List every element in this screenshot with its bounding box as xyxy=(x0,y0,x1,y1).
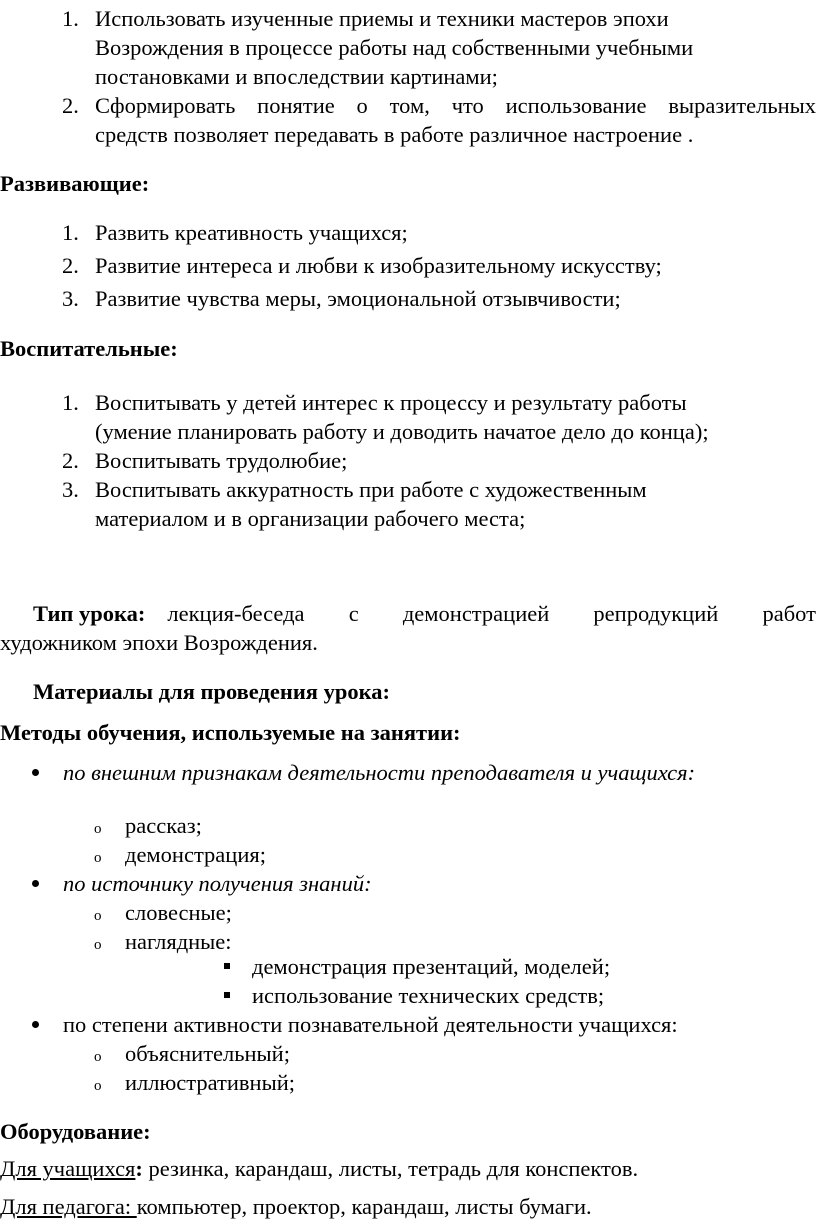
list-number: 2. xyxy=(62,93,79,118)
list-item-text: Использовать изученные приемы и техники мастеров эпохи xyxy=(95,6,669,31)
list-number: 1. xyxy=(62,6,79,31)
bullet-circle: o xyxy=(94,1078,102,1094)
lesson-type-word: репродукций xyxy=(593,601,719,626)
list-number: 2. xyxy=(62,448,79,473)
list-item-text: материалом и в организации рабочего места; xyxy=(95,506,526,531)
list-item-text: Развить креативность учащихся; xyxy=(95,220,408,245)
method-item: рассказ; xyxy=(125,813,202,838)
list-item-text: средств позволяет передавать в работе различное настроение . xyxy=(95,122,694,147)
equipment-teacher xyxy=(0,1192,592,1221)
materials-heading: Материалы для проведения урока: xyxy=(33,679,390,704)
bullet-circle: o xyxy=(94,821,102,837)
method-item: объяснительный; xyxy=(125,1041,290,1066)
teacher-equipment: компьютер, проектор, карандаш, листы бумаги. xyxy=(136,1194,592,1219)
lesson-type-word: работ xyxy=(762,601,816,626)
students-label: Для учащихся xyxy=(0,1156,136,1181)
bullet-dot xyxy=(32,1021,39,1028)
section-heading-developing: Развивающие: xyxy=(0,171,150,196)
method-subitem: демонстрация презентаций, моделей; xyxy=(252,954,611,979)
list-item-text: Сформировать понятие о том, что использование выразительных xyxy=(95,93,816,118)
bullet-circle: o xyxy=(94,908,102,924)
list-number: 3. xyxy=(62,477,79,502)
method-category-2: по источнику получения знаний: xyxy=(63,871,372,896)
list-item-text: Воспитывать у детей интерес к процессу и результату работы xyxy=(95,390,687,415)
lesson-type-continuation: художником эпохи Возрождения. xyxy=(0,630,318,655)
list-item-text: (умение планировать работу и доводить начатое дело до конца); xyxy=(95,419,709,444)
method-category-3: по степени активности познавательной деятельности учащихся: xyxy=(63,1012,678,1037)
list-item-text: Возрождения в процессе работы над собственными учебными xyxy=(95,35,694,60)
list-item-text: постановками и впоследствии картинами; xyxy=(95,64,498,89)
equipment-students xyxy=(0,1154,638,1183)
method-subitem: использование технических средств; xyxy=(252,983,605,1008)
equipment-heading: Оборудование: xyxy=(0,1119,151,1144)
list-item-text: Развитие чувства меры, эмоциональной отзывчивости; xyxy=(95,286,621,311)
methods-heading: Методы обучения, используемые на занятии: xyxy=(0,720,461,745)
lesson-type-label: Тип урока: xyxy=(33,601,146,626)
students-colon: : xyxy=(135,1156,143,1181)
list-number: 3. xyxy=(62,286,79,311)
method-item: иллюстративный; xyxy=(125,1070,296,1095)
lesson-type-word: с xyxy=(348,601,359,626)
lesson-type-word: лекция-беседа xyxy=(167,601,305,626)
list-number: 1. xyxy=(62,220,79,245)
list-number: 2. xyxy=(62,253,79,278)
bullet-square xyxy=(224,963,230,969)
lesson-type-word: демонстрацией xyxy=(402,601,550,626)
method-item: демонстрация; xyxy=(125,842,266,867)
lesson-type-value xyxy=(167,599,816,628)
list-number: 1. xyxy=(62,390,79,415)
list-item-text: Развитие интереса и любви к изобразительному искусству; xyxy=(95,253,662,278)
bullet-circle: o xyxy=(94,1049,102,1065)
section-heading-educational: Воспитательные: xyxy=(0,336,178,361)
bullet-circle: o xyxy=(94,937,102,953)
method-category-1: по внешним признакам деятельности преподавателя и учащихся: xyxy=(63,760,696,785)
list-item-text: Воспитывать трудолюбие; xyxy=(95,448,348,473)
bullet-dot xyxy=(32,769,39,776)
lesson-type-line xyxy=(33,599,816,628)
bullet-square xyxy=(224,992,230,998)
list-item-text: Воспитывать аккуратность при работе с художественным xyxy=(95,477,647,502)
bullet-circle: o xyxy=(94,850,102,866)
bullet-dot xyxy=(32,880,39,887)
students-equipment: резинка, карандаш, листы, тетрадь для конспектов. xyxy=(142,1156,639,1181)
method-item: словесные; xyxy=(125,900,232,925)
teacher-label: Для педагога: xyxy=(0,1194,137,1219)
method-item: наглядные: xyxy=(125,929,232,954)
